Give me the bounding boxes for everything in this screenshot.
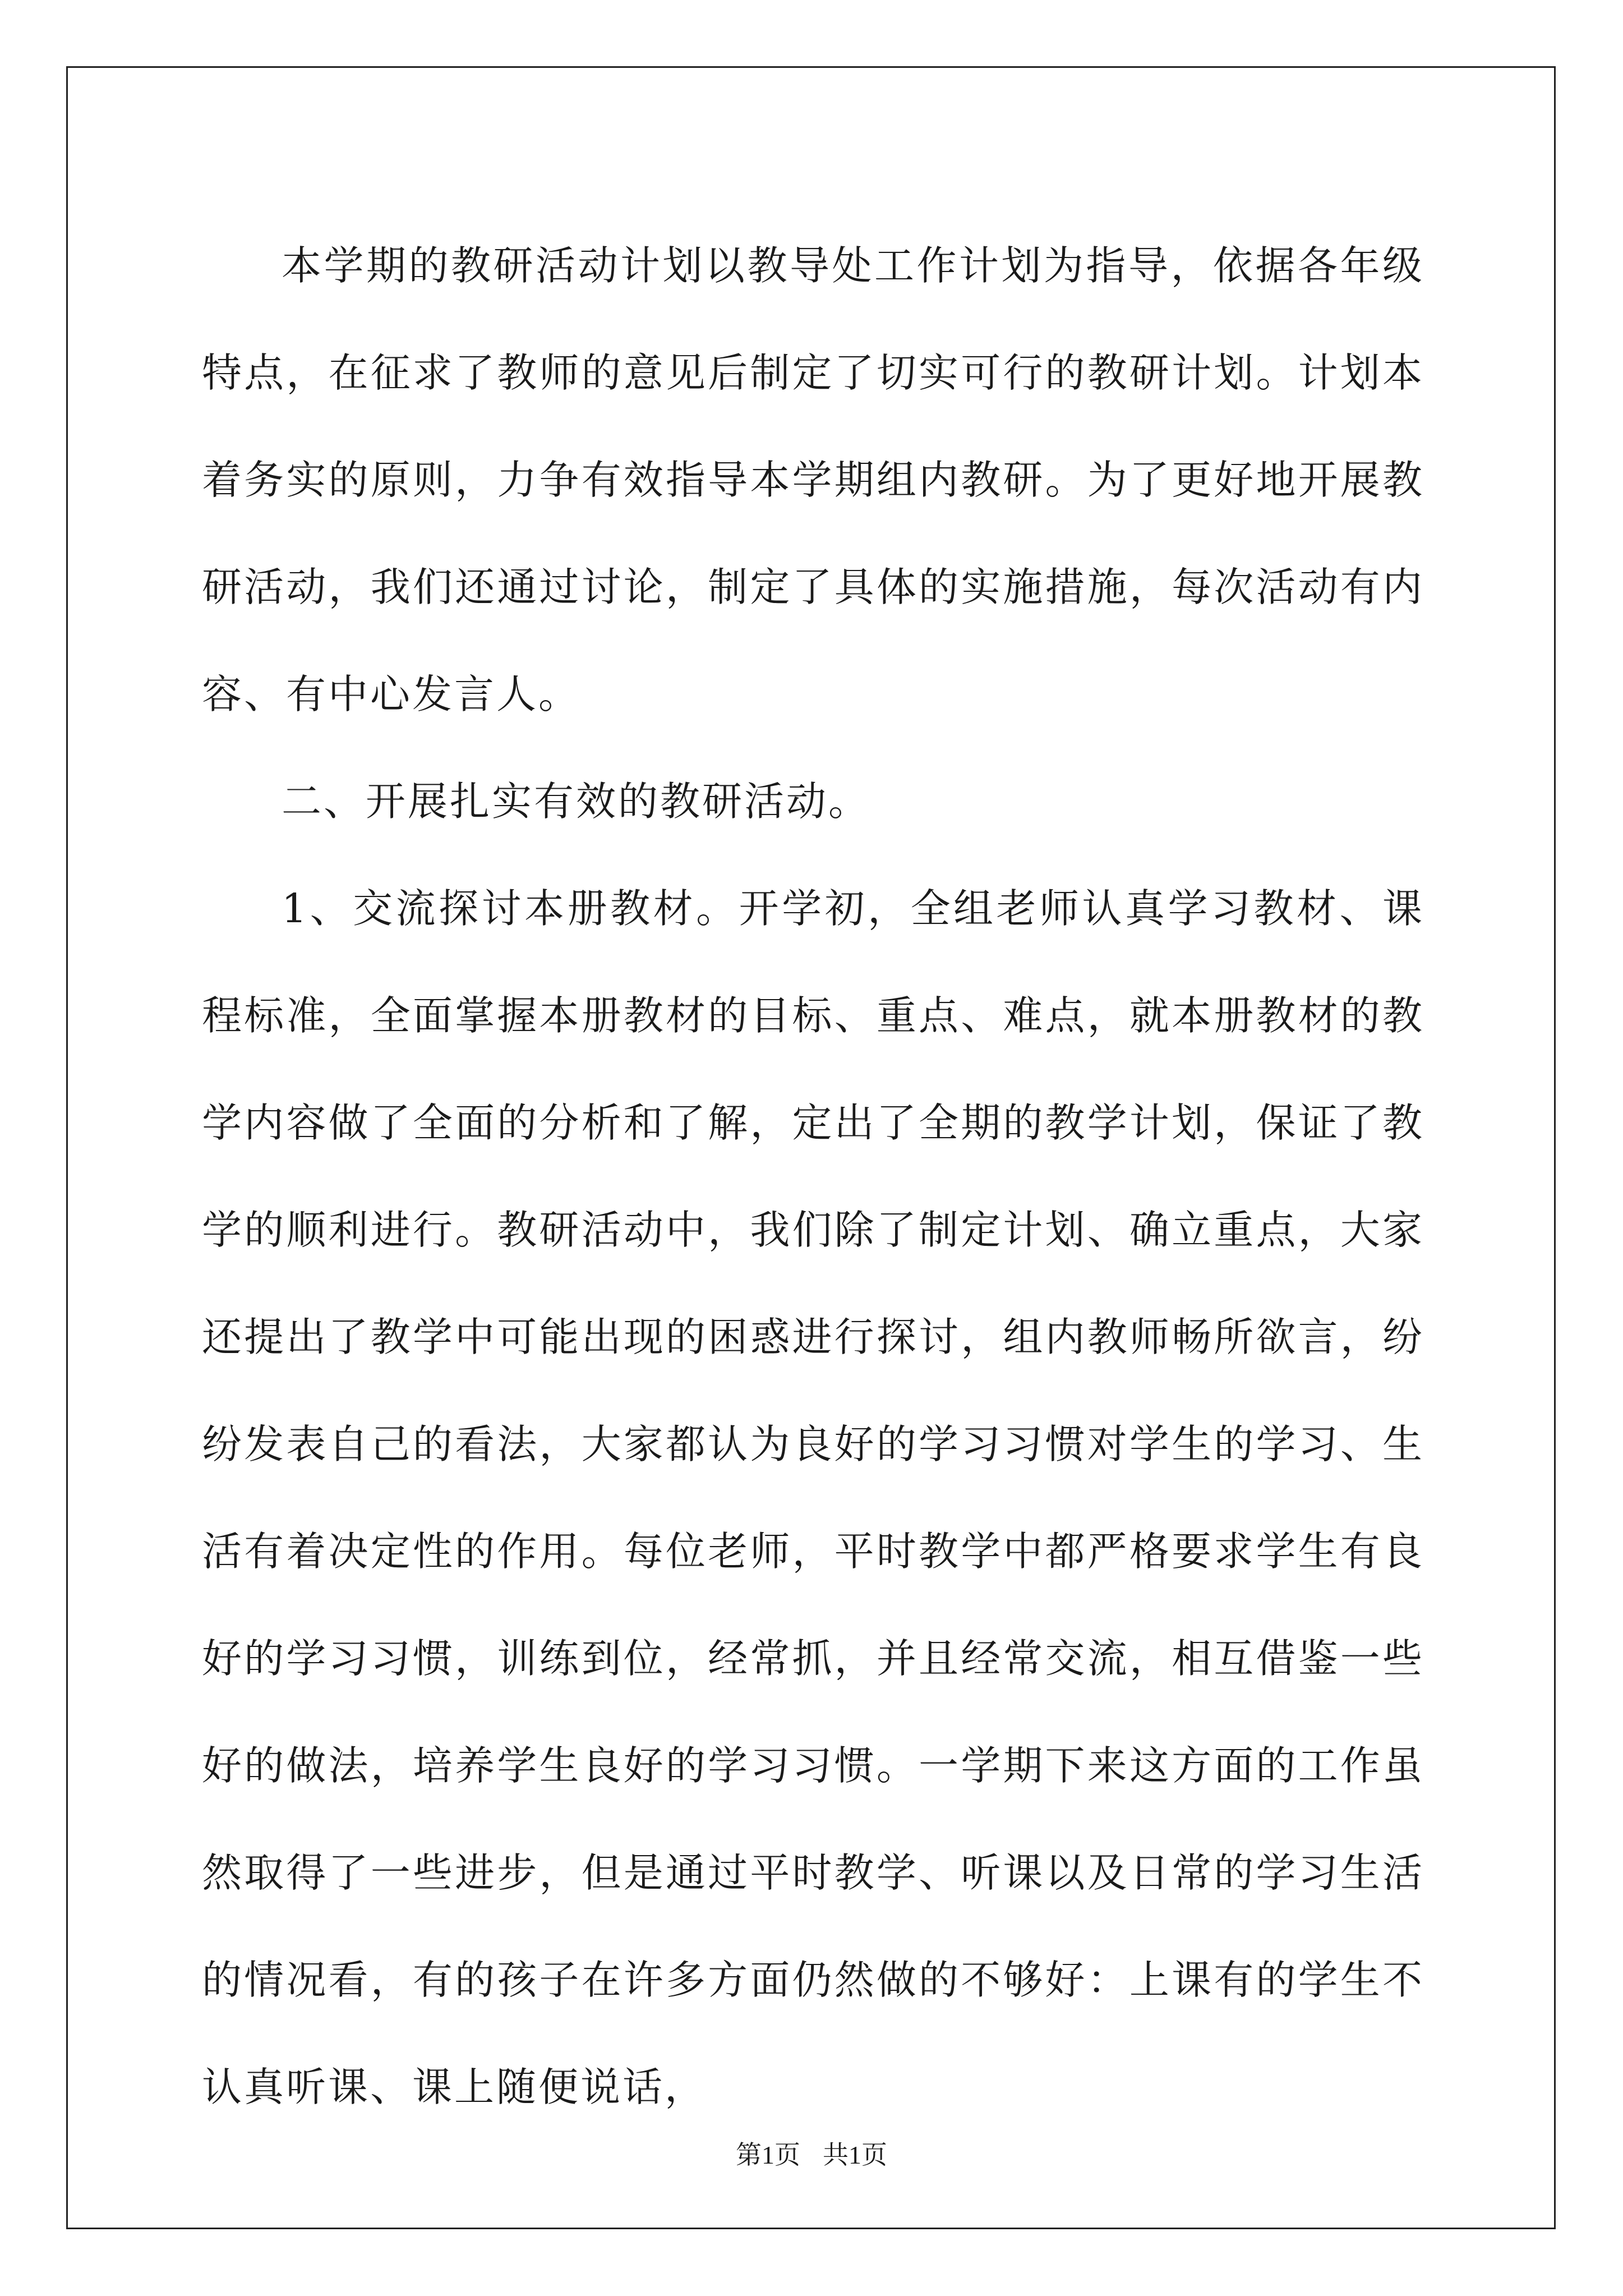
section-heading: 二、开展扎实有效的教研活动。 (282, 778, 871, 825)
page-total: 共1页 (823, 2141, 887, 2169)
paragraph: 本学期的教研活动计划以教导处工作计划为指导，依据各年级特点，在征求了教师的意见后制定了切实可行的教研计划。计划本着务实的原则，力争有效指导本学期组内教研。为了更好地开展教研活动，我们还通过讨论，制定了具体的实施措施，每次活动有内容、有中心发言人。 (202, 242, 1424, 717)
page-number: 第1页 (736, 2141, 800, 2169)
document-body (202, 212, 1424, 2141)
paragraph: 1、交流探讨本册教材。开学初，全组老师认真学习教材、课程标准，全面掌握本册教材的目标、重点、难点，就本册教材的教学内容做了全面的分析和了解，定出了全期的教学计划，保证了教学的顺利进行。教研活动中，我们除了制定计划、确立重点，大家还提出了教学中可能出现的困惑进行探讨，组内教师畅所欲言，纷纷发表自己的看法，大家都认为良好的学习习惯对学生的学习、生活有着决定性的作用。每位老师，平时教学中都严格要求学生有良好的学习习惯，训练到位，经常抓，并且经常交流，相互借鉴一些好的做法，培养学生良好的学习习惯。一学期下来这方面的工作虽然取得了一些进步，但是通过平时教学、听课以及日常的学习生活的情况看，有的孩子在许多方面仍然做的不够好：上课有的学生不认真听课、课上随便说话， (202, 885, 1424, 2110)
page-footer (0, 2138, 1623, 2172)
